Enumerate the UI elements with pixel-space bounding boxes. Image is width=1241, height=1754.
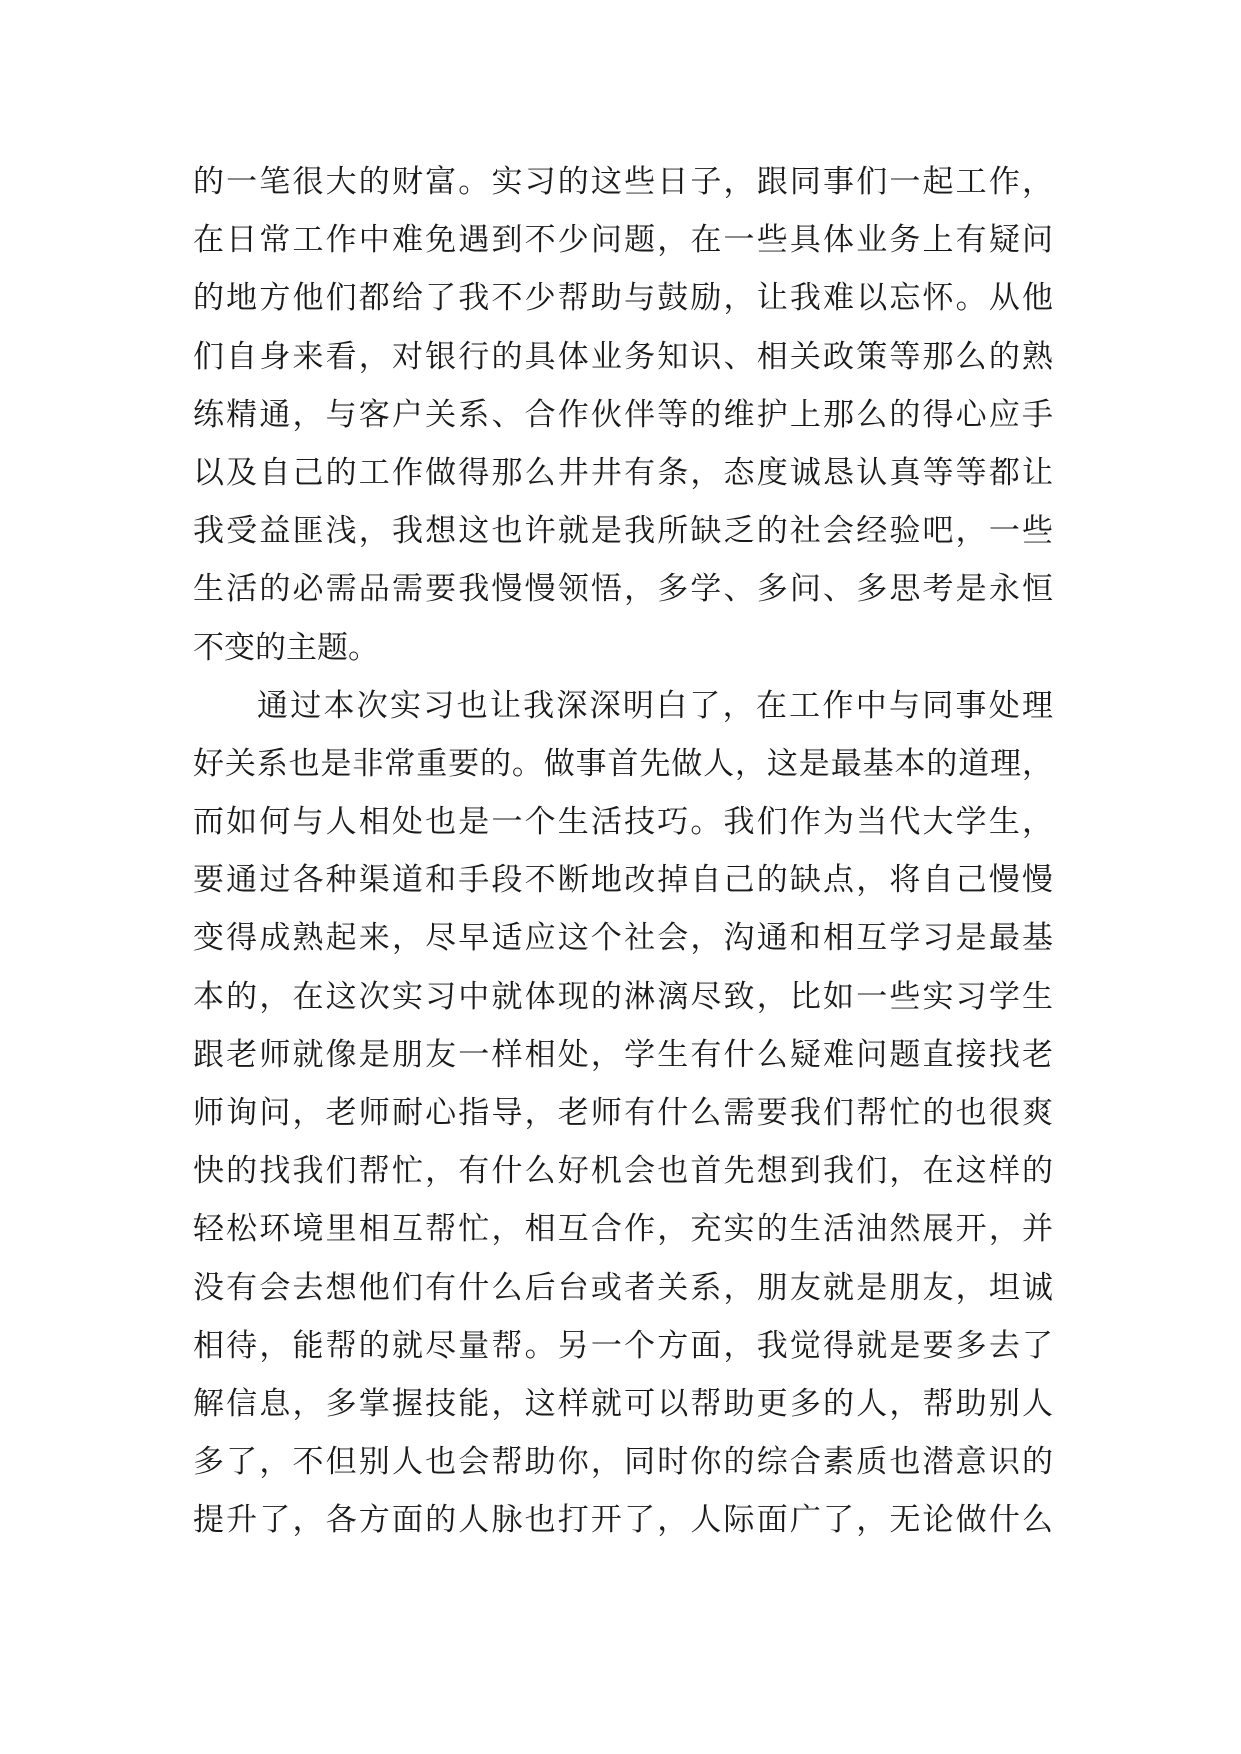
text-line: 提升了，各方面的人脉也打开了，人际面广了，无论做什么	[193, 1502, 1053, 1539]
text-line: 不变的主题。	[193, 629, 379, 666]
text-line: 本的，在这次实习中就体现的淋漓尽致，比如一些实习学生	[193, 978, 1053, 1015]
text-line: 以及自己的工作做得那么井井有条，态度诚恳认真等等都让	[193, 454, 1053, 491]
text-line: 要通过各种渠道和手段不断地改掉自己的缺点，将自己慢慢	[193, 862, 1053, 899]
text-line: 我受益匪浅，我想这也许就是我所缺乏的社会经验吧，一些	[193, 513, 1053, 550]
text-line: 多了，不但别人也会帮助你，同时你的综合素质也潜意识的	[193, 1444, 1053, 1481]
text-line: 快的找我们帮忙，有什么好机会也首先想到我们，在这样的	[193, 1153, 1053, 1190]
text-line: 的地方他们都给了我不少帮助与鼓励，让我难以忘怀。从他	[193, 280, 1053, 317]
text-line: 们自身来看，对银行的具体业务知识、相关政策等那么的熟	[193, 338, 1053, 375]
text-line: 生活的必需品需要我慢慢领悟，多学、多问、多思考是永恒	[193, 571, 1053, 608]
body-text	[193, 160, 1053, 1557]
text-line: 在日常工作中难免遇到不少问题，在一些具体业务上有疑问	[193, 222, 1053, 259]
text-line: 解信息，多掌握技能，这样就可以帮助更多的人，帮助别人	[193, 1385, 1053, 1422]
text-line: 跟老师就像是朋友一样相处，学生有什么疑难问题直接找老	[193, 1036, 1053, 1073]
paragraph-first-line: 通过本次实习也让我深深明白了，在工作中与同事处理	[257, 687, 1053, 724]
text-line: 而如何与人相处也是一个生活技巧。我们作为当代大学生，	[193, 804, 1053, 841]
text-line: 好关系也是非常重要的。做事首先做人，这是最基本的道理，	[193, 745, 1053, 782]
text-line: 相待，能帮的就尽量帮。另一个方面，我觉得就是要多去了	[193, 1327, 1053, 1364]
text-line: 练精通，与客户关系、合作伙伴等的维护上那么的得心应手	[193, 396, 1053, 433]
text-line: 轻松环境里相互帮忙，相互合作，充实的生活油然展开，并	[193, 1211, 1053, 1248]
text-line: 师询问，老师耐心指导，老师有什么需要我们帮忙的也很爽	[193, 1095, 1053, 1131]
text-line: 没有会去想他们有什么后台或者关系，朋友就是朋友，坦诚	[193, 1269, 1053, 1306]
text-line: 的一笔很大的财富。实习的这些日子，跟同事们一起工作，	[193, 164, 1053, 200]
text-line: 变得成熟起来，尽早适应这个社会，沟通和相互学习是最基	[193, 920, 1053, 957]
